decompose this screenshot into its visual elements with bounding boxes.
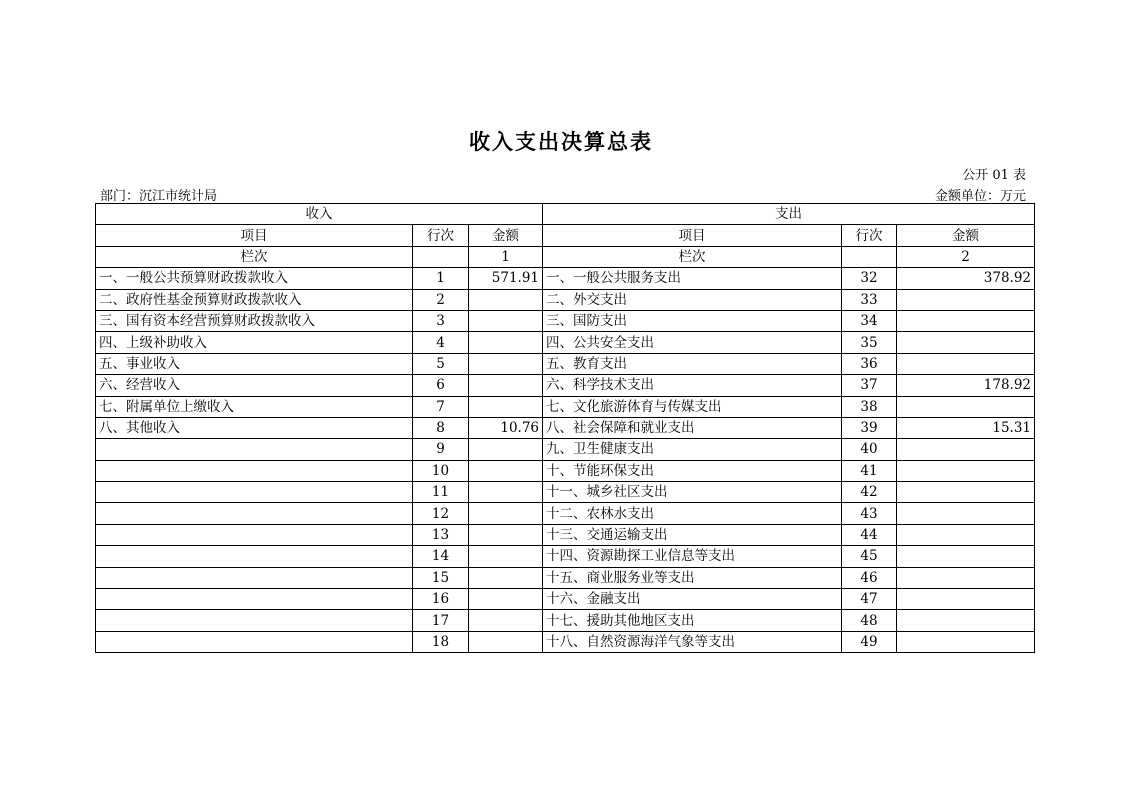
expense-item-header: 项目 bbox=[543, 225, 842, 246]
table-row bbox=[96, 567, 1035, 588]
income-row-no-cell: 5 bbox=[413, 353, 469, 374]
income-amount-cell bbox=[469, 396, 543, 417]
expense-item-cell: 二、外交支出 bbox=[543, 289, 842, 310]
table-row bbox=[96, 439, 1035, 460]
expense-amount-cell: 378.92 bbox=[897, 268, 1035, 289]
income-row-no-cell: 1 bbox=[413, 268, 469, 289]
expense-row-no-cell: 46 bbox=[842, 567, 897, 588]
income-item-cell: 五、事业收入 bbox=[96, 353, 413, 374]
expense-row-no-cell: 40 bbox=[842, 439, 897, 460]
income-row-no-cell: 2 bbox=[413, 289, 469, 310]
income-item-cell bbox=[96, 503, 413, 524]
table-row bbox=[96, 353, 1035, 374]
income-amount-cell bbox=[469, 631, 543, 652]
expense-row-no-cell: 36 bbox=[842, 353, 897, 374]
income-item-cell: 三、国有资本经营预算财政拨款收入 bbox=[96, 310, 413, 331]
income-amount-cell bbox=[469, 439, 543, 460]
income-amount-cell bbox=[469, 482, 543, 503]
table-row bbox=[96, 482, 1035, 503]
page-title: 收入支出决算总表 bbox=[469, 129, 653, 154]
expense-row-no-cell: 47 bbox=[842, 589, 897, 610]
income-item-cell bbox=[96, 524, 413, 545]
expense-amount-cell bbox=[897, 482, 1035, 503]
expense-amount-cell bbox=[897, 567, 1035, 588]
income-amount-cell bbox=[469, 289, 543, 310]
income-column-no: 1 bbox=[469, 246, 543, 267]
income-item-cell: 一、一般公共预算财政拨款收入 bbox=[96, 268, 413, 289]
income-amount-cell: 10.76 bbox=[469, 417, 543, 438]
expense-amount-cell bbox=[897, 460, 1035, 481]
expense-row-no-cell: 38 bbox=[842, 396, 897, 417]
income-amount-cell bbox=[469, 567, 543, 588]
income-row-no-cell: 17 bbox=[413, 610, 469, 631]
table-row bbox=[96, 332, 1035, 353]
expense-amount-cell bbox=[897, 610, 1035, 631]
income-amount-cell bbox=[469, 589, 543, 610]
section-header-row bbox=[96, 204, 1035, 225]
income-row-no-cell: 8 bbox=[413, 417, 469, 438]
income-row-no-cell: 11 bbox=[413, 482, 469, 503]
income-item-cell: 六、经营收入 bbox=[96, 375, 413, 396]
income-column-no-blank bbox=[413, 246, 469, 267]
table-row bbox=[96, 396, 1035, 417]
income-item-cell bbox=[96, 567, 413, 588]
column-number-row bbox=[96, 246, 1035, 267]
expense-item-cell: 八、社会保障和就业支出 bbox=[543, 417, 842, 438]
expense-row-no-cell: 45 bbox=[842, 546, 897, 567]
department-label: 部门：沉江市统计局 bbox=[100, 189, 218, 204]
table-row bbox=[96, 503, 1035, 524]
expense-row-no-cell: 44 bbox=[842, 524, 897, 545]
income-row-no-cell: 18 bbox=[413, 631, 469, 652]
expense-row-no-cell: 37 bbox=[842, 375, 897, 396]
expense-item-cell: 十二、农林水支出 bbox=[543, 503, 842, 524]
income-item-cell: 七、附属单位上缴收入 bbox=[96, 396, 413, 417]
table-row bbox=[96, 268, 1035, 289]
income-row-no-cell: 14 bbox=[413, 546, 469, 567]
income-item-cell bbox=[96, 460, 413, 481]
income-row-no-cell: 9 bbox=[413, 439, 469, 460]
expense-amount-cell bbox=[897, 631, 1035, 652]
expense-item-cell: 四、公共安全支出 bbox=[543, 332, 842, 353]
income-row-no-cell: 4 bbox=[413, 332, 469, 353]
income-item-cell: 二、政府性基金预算财政拨款收入 bbox=[96, 289, 413, 310]
income-row-no-cell: 7 bbox=[413, 396, 469, 417]
expense-item-cell: 十七、援助其他地区支出 bbox=[543, 610, 842, 631]
income-amount-cell bbox=[469, 460, 543, 481]
expense-item-cell: 六、科学技术支出 bbox=[543, 375, 842, 396]
income-amount-header: 金额 bbox=[469, 225, 543, 246]
table-row bbox=[96, 417, 1035, 438]
expense-row-no-cell: 34 bbox=[842, 310, 897, 331]
income-item-header: 项目 bbox=[96, 225, 413, 246]
expense-row-no-header: 行次 bbox=[842, 225, 897, 246]
income-amount-cell bbox=[469, 524, 543, 545]
income-amount-cell bbox=[469, 546, 543, 567]
expense-item-cell: 十八、自然资源海洋气象等支出 bbox=[543, 631, 842, 652]
income-amount-cell bbox=[469, 332, 543, 353]
income-row-no-cell: 12 bbox=[413, 503, 469, 524]
expense-column-no: 2 bbox=[897, 246, 1035, 267]
expense-row-no-cell: 42 bbox=[842, 482, 897, 503]
expense-item-cell: 十、节能环保支出 bbox=[543, 460, 842, 481]
income-row-no-cell: 10 bbox=[413, 460, 469, 481]
expense-amount-cell bbox=[897, 589, 1035, 610]
income-item-cell: 八、其他收入 bbox=[96, 417, 413, 438]
income-row-no-cell: 6 bbox=[413, 375, 469, 396]
expense-amount-cell bbox=[897, 524, 1035, 545]
table-body bbox=[96, 204, 1035, 653]
expense-amount-cell: 15.31 bbox=[897, 417, 1035, 438]
expense-amount-header: 金额 bbox=[897, 225, 1035, 246]
table-row bbox=[96, 631, 1035, 652]
income-item-cell bbox=[96, 610, 413, 631]
table-row bbox=[96, 375, 1035, 396]
income-row-no-header: 行次 bbox=[413, 225, 469, 246]
expense-section-header: 支出 bbox=[543, 204, 1035, 225]
expense-item-cell: 十三、交通运输支出 bbox=[543, 524, 842, 545]
expense-item-cell: 十六、金融支出 bbox=[543, 589, 842, 610]
income-amount-cell bbox=[469, 503, 543, 524]
expense-row-no-cell: 39 bbox=[842, 417, 897, 438]
expense-row-no-cell: 48 bbox=[842, 610, 897, 631]
expense-amount-cell bbox=[897, 546, 1035, 567]
income-item-cell bbox=[96, 482, 413, 503]
income-amount-cell bbox=[469, 310, 543, 331]
income-section-header: 收入 bbox=[96, 204, 543, 225]
table-row bbox=[96, 546, 1035, 567]
expense-row-no-cell: 43 bbox=[842, 503, 897, 524]
table-row bbox=[96, 289, 1035, 310]
income-item-cell bbox=[96, 439, 413, 460]
expense-item-cell: 九、卫生健康支出 bbox=[543, 439, 842, 460]
expense-row-no-cell: 35 bbox=[842, 332, 897, 353]
table-row bbox=[96, 589, 1035, 610]
expense-item-cell: 一、一般公共服务支出 bbox=[543, 268, 842, 289]
table-row bbox=[96, 610, 1035, 631]
income-item-cell bbox=[96, 589, 413, 610]
expense-column-no-label: 栏次 bbox=[543, 246, 842, 267]
expense-amount-cell bbox=[897, 503, 1035, 524]
expense-item-cell: 十四、资源勘探工业信息等支出 bbox=[543, 546, 842, 567]
amount-unit-label: 金额单位：万元 bbox=[934, 189, 1026, 204]
expense-item-cell: 十五、商业服务业等支出 bbox=[543, 567, 842, 588]
income-amount-cell bbox=[469, 610, 543, 631]
table-row bbox=[96, 524, 1035, 545]
expense-amount-cell bbox=[897, 332, 1035, 353]
expense-amount-cell bbox=[897, 439, 1035, 460]
income-amount-cell bbox=[469, 353, 543, 374]
expense-item-cell: 三、国防支出 bbox=[543, 310, 842, 331]
expense-row-no-cell: 33 bbox=[842, 289, 897, 310]
expense-amount-cell bbox=[897, 353, 1035, 374]
table-row bbox=[96, 460, 1035, 481]
income-item-cell: 四、上级补助收入 bbox=[96, 332, 413, 353]
expense-amount-cell bbox=[897, 289, 1035, 310]
expense-item-cell: 十一、城乡社区支出 bbox=[543, 482, 842, 503]
income-amount-cell: 571.91 bbox=[469, 268, 543, 289]
table-row bbox=[96, 310, 1035, 331]
expense-amount-cell: 178.92 bbox=[897, 375, 1035, 396]
form-number: 公开 01 表 bbox=[962, 168, 1026, 183]
expense-row-no-cell: 41 bbox=[842, 460, 897, 481]
expense-row-no-cell: 49 bbox=[842, 631, 897, 652]
income-row-no-cell: 13 bbox=[413, 524, 469, 545]
income-expense-table bbox=[95, 203, 1035, 653]
expense-item-cell: 七、文化旅游体育与传媒支出 bbox=[543, 396, 842, 417]
income-row-no-cell: 16 bbox=[413, 589, 469, 610]
income-row-no-cell: 15 bbox=[413, 567, 469, 588]
column-header-row bbox=[96, 225, 1035, 246]
expense-amount-cell bbox=[897, 310, 1035, 331]
income-row-no-cell: 3 bbox=[413, 310, 469, 331]
expense-item-cell: 五、教育支出 bbox=[543, 353, 842, 374]
income-column-no-label: 栏次 bbox=[96, 246, 413, 267]
expense-amount-cell bbox=[897, 396, 1035, 417]
expense-column-no-blank bbox=[842, 246, 897, 267]
income-item-cell bbox=[96, 546, 413, 567]
income-item-cell bbox=[96, 631, 413, 652]
expense-row-no-cell: 32 bbox=[842, 268, 897, 289]
income-amount-cell bbox=[469, 375, 543, 396]
